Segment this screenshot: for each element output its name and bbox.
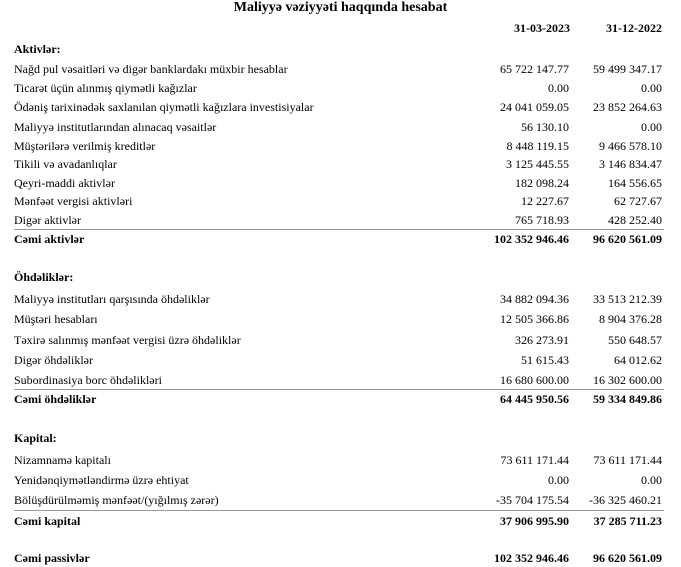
column-header-2023: 31-03-2023 bbox=[514, 21, 570, 35]
total-row-capital bbox=[0, 512, 681, 530]
table-row bbox=[0, 290, 681, 308]
value-2022: 0.00 bbox=[641, 473, 662, 487]
value-2022: 3 146 834.47 bbox=[599, 157, 662, 171]
row-label: Təxirə salınmış mənfəət vergisi üzrə öhdəliklər bbox=[14, 333, 241, 347]
value-2022: -36 325 460.21 bbox=[589, 493, 662, 507]
capital-section-heading bbox=[0, 429, 681, 447]
value-2023: 12 505 366.86 bbox=[500, 312, 569, 326]
value-2022: 62 727.67 bbox=[614, 194, 662, 208]
value-2022: 73 611 171.44 bbox=[593, 453, 662, 467]
row-label: Yenidənqiymətləndirmə üzrə ehtiyat bbox=[14, 473, 189, 487]
value-2023: 34 882 094.36 bbox=[500, 292, 569, 306]
table-row bbox=[0, 491, 681, 509]
value-2023: 24 041 059.05 bbox=[500, 100, 569, 114]
value-2023: 73 611 171.44 bbox=[500, 453, 569, 467]
table-row bbox=[0, 451, 681, 469]
value-2023: 64 445 950.56 bbox=[500, 392, 569, 406]
row-label: Cəmi passivlər bbox=[14, 551, 90, 565]
section-heading: Öhdəliklər: bbox=[14, 270, 74, 284]
table-row bbox=[0, 351, 681, 369]
value-2023: 8 448 119.15 bbox=[506, 139, 569, 153]
value-2023: 65 722 147.77 bbox=[500, 62, 569, 76]
table-row bbox=[0, 192, 681, 210]
value-2023: 102 352 946.46 bbox=[494, 232, 569, 246]
row-label: Digər aktivlər bbox=[14, 213, 81, 227]
value-2023: 182 098.24 bbox=[515, 176, 569, 190]
section-heading: Kapital: bbox=[14, 431, 57, 445]
value-2022: 23 852 264.63 bbox=[593, 100, 662, 114]
row-label: Ödəniş tarixinədək saxlanılan qiymətli kağızlara investisiyalar bbox=[14, 100, 314, 114]
value-2023: 0.00 bbox=[548, 81, 569, 95]
row-label: Cəmi öhdəliklər bbox=[14, 392, 97, 406]
value-2023: 326 273.91 bbox=[515, 333, 569, 347]
value-2022: 64 012.62 bbox=[614, 353, 662, 367]
table-row bbox=[0, 118, 681, 136]
table-row bbox=[0, 471, 681, 489]
report-title: Maliyyə vəziyyəti haqqında hesabat bbox=[233, 0, 448, 15]
total-row-assets bbox=[0, 230, 681, 248]
table-row bbox=[0, 174, 681, 192]
value-2023: 102 352 946.46 bbox=[494, 551, 569, 565]
value-2023: 3 125 445.55 bbox=[506, 157, 569, 171]
row-label: Nizamnamə kapitalı bbox=[14, 453, 111, 467]
row-label: Qeyri-maddi aktivlər bbox=[14, 176, 115, 190]
value-2022: 164 556.65 bbox=[608, 176, 662, 190]
value-2022: 0.00 bbox=[641, 120, 662, 134]
row-label: Müştərilərə verilmiş kreditlər bbox=[14, 139, 156, 153]
table-row bbox=[0, 310, 681, 328]
grand-total-row bbox=[0, 549, 681, 567]
value-2022: 37 285 711.23 bbox=[593, 514, 662, 528]
row-label: Mənfəət vergisi aktivləri bbox=[14, 194, 133, 208]
assets-section-heading bbox=[0, 40, 681, 58]
row-label: Ticarət üçün alınmış qiymətli kağızlar bbox=[14, 81, 197, 95]
table-row bbox=[0, 371, 681, 389]
value-2022: 16 302 600.00 bbox=[593, 373, 662, 387]
row-label: Nağd pul vəsaitləri və digər banklardakı müxbir hesablar bbox=[14, 62, 288, 76]
value-2023: 16 680 600.00 bbox=[500, 373, 569, 387]
value-2022: 9 466 578.10 bbox=[599, 139, 662, 153]
value-2022: 96 620 561.09 bbox=[593, 232, 662, 246]
row-label: Digər öhdəliklər bbox=[14, 353, 93, 367]
table-row bbox=[0, 331, 681, 349]
row-label: Maliyyə institutlarından alınacaq vəsaitlər bbox=[14, 120, 217, 134]
value-2022: 0.00 bbox=[641, 81, 662, 95]
value-2023: 12 227.67 bbox=[521, 194, 569, 208]
table-row bbox=[0, 60, 681, 78]
value-2023: 56 130.10 bbox=[521, 120, 569, 134]
liabilities-section-heading bbox=[0, 268, 681, 286]
row-label: Bölüşdürülməmiş mənfəət/(yığılmış zərər) bbox=[14, 493, 219, 507]
value-2022: 33 513 212.39 bbox=[593, 292, 662, 306]
value-2022: 8 904 376.28 bbox=[599, 312, 662, 326]
row-label: Cəmi kapital bbox=[14, 514, 81, 528]
table-row bbox=[0, 98, 681, 116]
section-heading: Aktivlər: bbox=[14, 42, 61, 56]
value-2022: 59 499 347.17 bbox=[593, 62, 662, 76]
value-2023: 0.00 bbox=[548, 473, 569, 487]
value-2022: 96 620 561.09 bbox=[593, 551, 662, 565]
value-2023: -35 704 175.54 bbox=[496, 493, 569, 507]
row-label: Subordinasiya borc öhdəlikləri bbox=[14, 373, 162, 387]
value-2022: 550 648.57 bbox=[608, 333, 662, 347]
row-label: Cəmi aktivlər bbox=[14, 232, 85, 246]
table-row bbox=[0, 137, 681, 155]
value-2022: 428 252.40 bbox=[608, 213, 662, 227]
row-label: Müştəri hesabları bbox=[14, 312, 98, 326]
table-row bbox=[0, 155, 681, 173]
column-header-2022: 31-12-2022 bbox=[606, 21, 662, 35]
value-2023: 51 615.43 bbox=[521, 353, 569, 367]
row-label: Tikili və avadanlıqlar bbox=[14, 157, 117, 171]
value-2023: 765 718.93 bbox=[515, 213, 569, 227]
total-row-liabilities bbox=[0, 390, 681, 408]
divider bbox=[14, 510, 664, 511]
table-row bbox=[0, 211, 681, 229]
value-2023: 37 906 995.90 bbox=[500, 514, 569, 528]
table-row bbox=[0, 79, 681, 97]
value-2022: 59 334 849.86 bbox=[593, 392, 662, 406]
row-label: Maliyyə institutları qarşısında öhdəliklər bbox=[14, 292, 210, 306]
